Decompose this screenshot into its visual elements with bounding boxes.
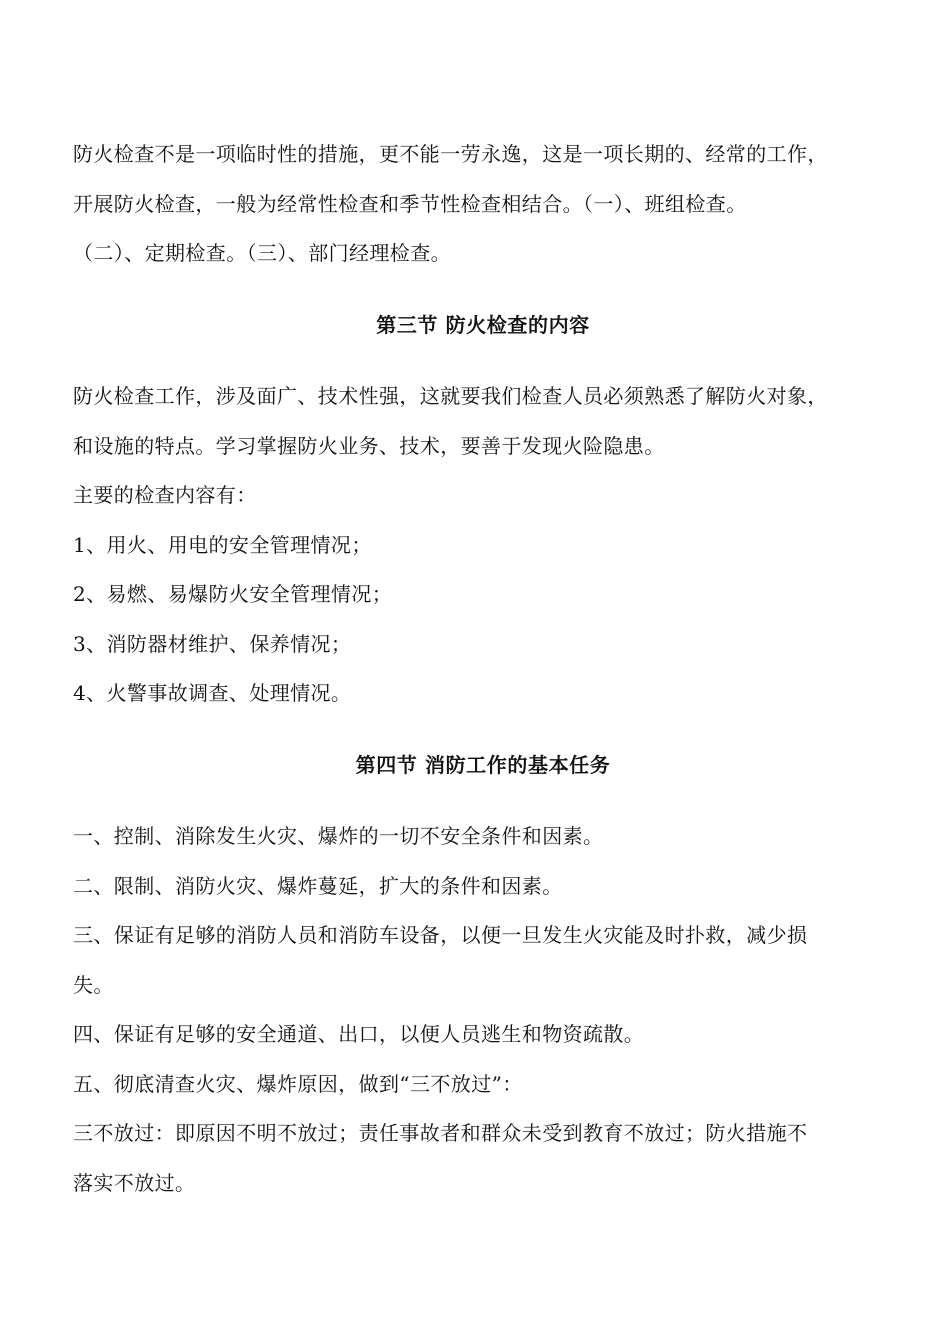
text-line: 和设施的特点。学习掌握防火业务、技术，要善于发现火险隐患。 <box>73 433 665 458</box>
list-item: 1、用火、用电的安全管理情况； <box>73 532 372 557</box>
list-item: 二、限制、消防火灾、爆炸蔓延，扩大的条件和因素。 <box>73 873 563 898</box>
text-line: 开展防火检查，一般为经常性检查和季节性检查相结合。（一）、班组检查。 <box>73 191 747 216</box>
list-item: 2、易燃、易爆防火安全管理情况； <box>73 582 393 606</box>
section4-heading: 第四节 消防工作的基本任务 <box>355 752 611 777</box>
text-line: 落实不放过。 <box>73 1170 196 1195</box>
text-line: 三不放过：即原因不明不放过；责任事故者和群众未受到教育不放过；防火措施不 <box>73 1121 808 1145</box>
section3-heading: 第三节 防火检查的内容 <box>376 312 590 337</box>
text-line: （二）、定期检查。（三）、部门经理检查。 <box>73 241 451 265</box>
document-page <box>73 130 893 1208</box>
paragraph-intro <box>73 130 893 279</box>
text-line: 主要的检查内容有： <box>73 483 257 507</box>
section4-body <box>73 812 893 1208</box>
list-item: 一、控制、消除发生火灾、爆炸的一切不安全条件和因素。 <box>73 824 604 848</box>
section3-body <box>73 372 893 719</box>
list-item: 3、消防器材维护、保养情况； <box>73 631 352 656</box>
list-item: 五、彻底清查火灾、爆炸原因，做到“三不放过”： <box>73 1071 523 1096</box>
text-line: 失。 <box>73 972 114 997</box>
list-item: 四、保证有足够的安全通道、出口，以便人员逃生和物资疏散。 <box>73 1022 645 1046</box>
list-item: 4、火警事故调查、处理情况。 <box>73 681 352 705</box>
list-item: 三、保证有足够的消防人员和消防车设备，以便一旦发生火灾能及时扑救，减少损 <box>73 923 808 947</box>
text-line: 防火检查工作，涉及面广、技术性强，这就要我们检查人员必须熟悉了解防火对象， <box>73 384 828 408</box>
text-line: 防火检查不是一项临时性的措施，更不能一劳永逸，这是一项长期的、经常的工作， <box>73 142 828 166</box>
